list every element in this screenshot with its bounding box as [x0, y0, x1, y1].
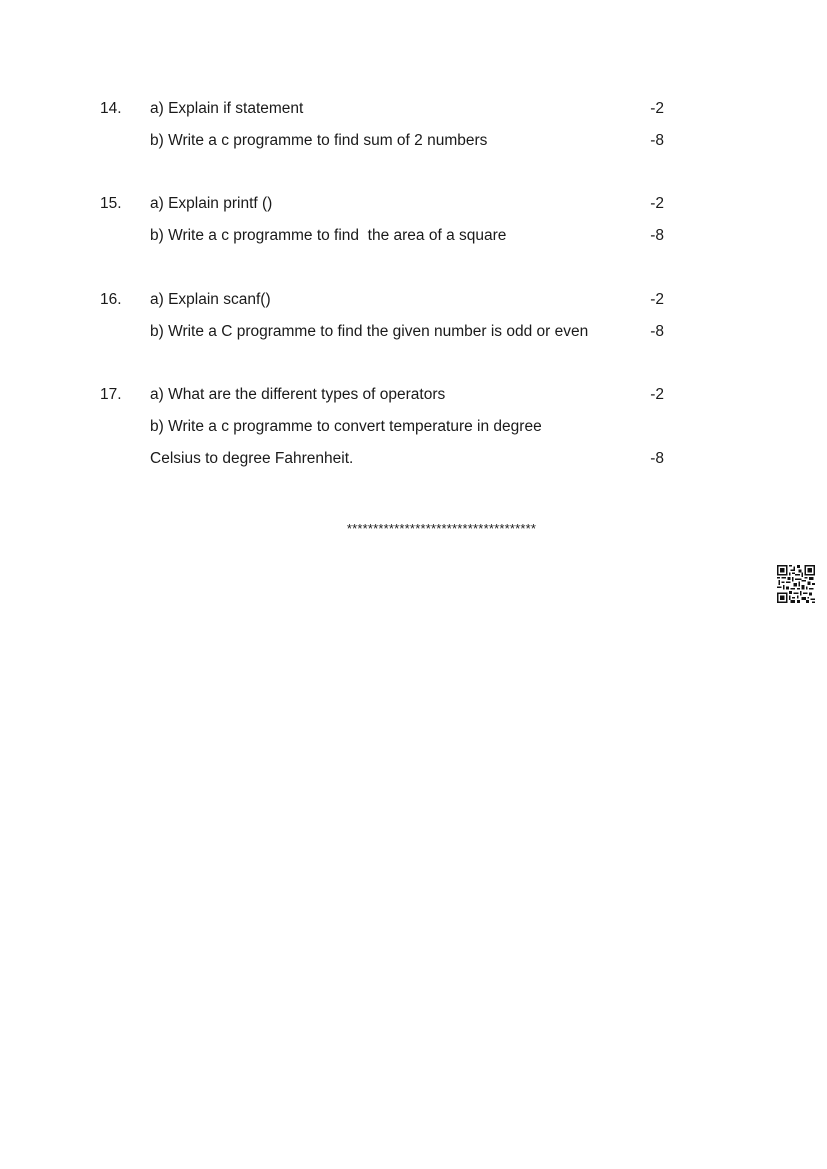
question-text: a) Explain scanf() [150, 291, 271, 308]
question-marks: -2 [650, 100, 664, 117]
question-text: b) Write a c programme to convert temperature in degree [150, 418, 542, 435]
question-16-part-b [0, 321, 827, 343]
question-17-part-b [0, 416, 827, 438]
question-text: Celsius to degree Fahrenheit. [150, 450, 354, 467]
question-text: b) Write a c programme to find the area of a square [150, 227, 507, 244]
question-15-part-a [0, 193, 827, 215]
question-number: 14. [100, 100, 122, 117]
question-marks: -2 [650, 195, 664, 212]
question-text: b) Write a c programme to find sum of 2 numbers [150, 132, 488, 149]
question-marks: -8 [650, 132, 664, 149]
question-16-part-a [0, 289, 827, 311]
question-number: 17. [100, 386, 122, 403]
question-number: 15. [100, 195, 122, 212]
question-text: a) Explain if statement [150, 100, 304, 117]
question-14-part-b [0, 130, 827, 152]
question-text: a) What are the different types of operators [150, 386, 446, 403]
question-17-part-a [0, 384, 827, 406]
qr-code-icon [777, 565, 815, 603]
question-14-part-a [0, 98, 827, 120]
question-marks: -2 [650, 291, 664, 308]
end-of-paper-marker: ************************************ [346, 521, 537, 536]
question-marks: -8 [650, 450, 664, 467]
question-17-part-b-continued [0, 448, 827, 470]
question-marks: -2 [650, 386, 664, 403]
question-text: a) Explain printf () [150, 195, 273, 212]
question-marks: -8 [650, 227, 664, 244]
question-number: 16. [100, 291, 122, 308]
question-15-part-b [0, 225, 827, 247]
question-text: b) Write a C programme to find the given number is odd or even [150, 323, 589, 340]
question-marks: -8 [650, 323, 664, 340]
